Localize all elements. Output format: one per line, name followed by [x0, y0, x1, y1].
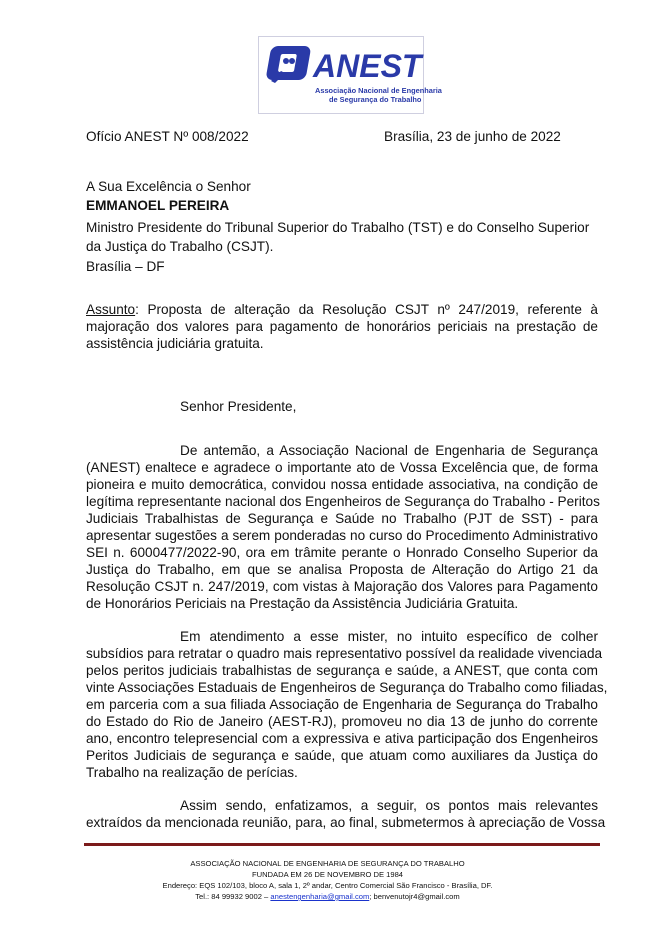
- place-date: Brasília, 23 de junho de 2022: [384, 129, 561, 144]
- office-number: Ofício ANEST Nº 008/2022: [86, 129, 249, 144]
- paragraph-line: vinte Associações Estaduais de Engenheiros de Segurança do Trabalho como filiadas,: [86, 680, 608, 695]
- footer-address: Endereço: EQS 102/103, bloco A, sala 1, 2º andar, Centro Comercial São Francisco - Brasília, DF.: [162, 881, 493, 890]
- subject-line-1: [86, 301, 598, 318]
- footer-founded: FUNDADA EM 26 DE NOVEMBRO DE 1984: [251, 870, 404, 879]
- recipient-title-line1: Ministro Presidente do Tribunal Superior do Trabalho (TST) e do Conselho Superior: [86, 220, 590, 235]
- paragraph-line: ano, encontro telepresencial com a expressiva e ativa participação dos Engenheiros: [86, 731, 598, 746]
- paragraph-line: Em atendimento a esse mister, no intuito específico de colher: [180, 629, 598, 644]
- recipient-city: Brasília – DF: [86, 259, 165, 274]
- subject-line-2: majoração dos valores para pagamento de honorários periciais na prestação de: [86, 319, 598, 334]
- anest-logo-graphic: [259, 37, 442, 113]
- paragraph-1: [86, 442, 598, 612]
- paragraph-line: Peritos Judiciais de segurança e saúde, que atuam como auxiliares da Justiça do: [86, 748, 598, 763]
- paragraph-3: [86, 797, 606, 831]
- subject-label: Assunto: [86, 302, 136, 317]
- footer-phone: Tel.: 84 99932 9002 –: [195, 892, 269, 901]
- recipient-name: EMMANOEL PEREIRA: [86, 198, 230, 213]
- logo-wordmark: ANEST: [313, 48, 422, 84]
- paragraph-line: legítima representante nacional dos Engenheiros de Segurança do Trabalho - Peritos: [86, 494, 600, 509]
- footer-org-name: ASSOCIAÇÃO NACIONAL DE ENGENHARIA DE SEGURANÇA DO TRABALHO: [190, 859, 465, 868]
- anest-logo: [258, 36, 442, 114]
- paragraph-line: De antemão, a Associação Nacional de Engenharia de Segurança: [180, 443, 598, 458]
- paragraph-line: Trabalho na realização de perícias.: [86, 765, 298, 780]
- recipient-title-line2: da Justiça do Trabalho (CSJT).: [86, 239, 274, 254]
- paragraph-line: de Honorários Periciais na Prestação da Assistência Judiciária Gratuita.: [86, 596, 519, 611]
- subject-text-1: : Proposta de alteração da Resolução CSJT nº 247/2019, referente à: [135, 302, 598, 317]
- paragraph-line: em parceria com a sua filiada Associação de Engenharia de Segurança do Trabalho: [86, 697, 598, 712]
- subject-line-3: assistência judiciária gratuita.: [86, 336, 264, 351]
- paragraph-line: pelos peritos judiciais trabalhistas de segurança e saúde, a ANEST, que conta com: [86, 663, 598, 678]
- footer-rule: [84, 843, 600, 846]
- paragraph-line: SEI n. 6000477/2022-90, ora em trâmite perante o Honrado Conselho Superior da: [86, 545, 598, 560]
- paragraph-line: Resolução CSJT n. 247/2019, com vistas à Majoração dos Valores para Pagamento: [86, 579, 598, 594]
- paragraph-2: [86, 628, 608, 781]
- greeting: Senhor Presidente,: [180, 399, 297, 414]
- paragraph-line: Assim sendo, enfatizamos, a seguir, os pontos mais relevantes: [180, 798, 598, 813]
- subject-block: [86, 301, 598, 352]
- footer-contact: [60, 891, 595, 902]
- paragraph-line: Justiça do Trabalho, em que se analisa Proposta de Alteração do Artigo 21 da: [86, 562, 598, 577]
- paragraph-line: Judiciais Trabalhistas de Segurança e Saúde no Trabalho (PJT de SST) - para: [86, 511, 598, 526]
- paragraph-line: (ANEST) enaltece e agradece o importante ato de Vossa Excelência que, de forma: [86, 460, 598, 475]
- footer-email-secondary: ; benvenutojr4@gmail.com: [369, 892, 460, 901]
- footer-email-link[interactable]: anestengenharia@gmail.com: [270, 892, 370, 901]
- paragraph-line: extraídos da mencionada reunião, para, ao final, submetermos à apreciação de Vossa: [86, 815, 606, 830]
- logo-subtitle-line2: de Segurança do Trabalho: [329, 95, 422, 104]
- paragraph-line: apresentar sugestões a serem ponderadas no curso do Procedimento Administrativo: [86, 528, 598, 543]
- paragraph-line: subsídios para retratar o quadro mais representativo possível da realidade vivenciada: [86, 646, 603, 661]
- recipient-salutation: A Sua Excelência o Senhor: [86, 179, 251, 194]
- paragraph-line: pioneira e muito democrática, convidou nossa entidade associativa, na condição de: [86, 477, 598, 492]
- paragraph-line: do Estado do Rio de Janeiro (AEST-RJ), promoveu no dia 13 de junho do corrente: [86, 714, 598, 729]
- logo-subtitle-line1: Associação Nacional de Engenharia: [315, 86, 442, 95]
